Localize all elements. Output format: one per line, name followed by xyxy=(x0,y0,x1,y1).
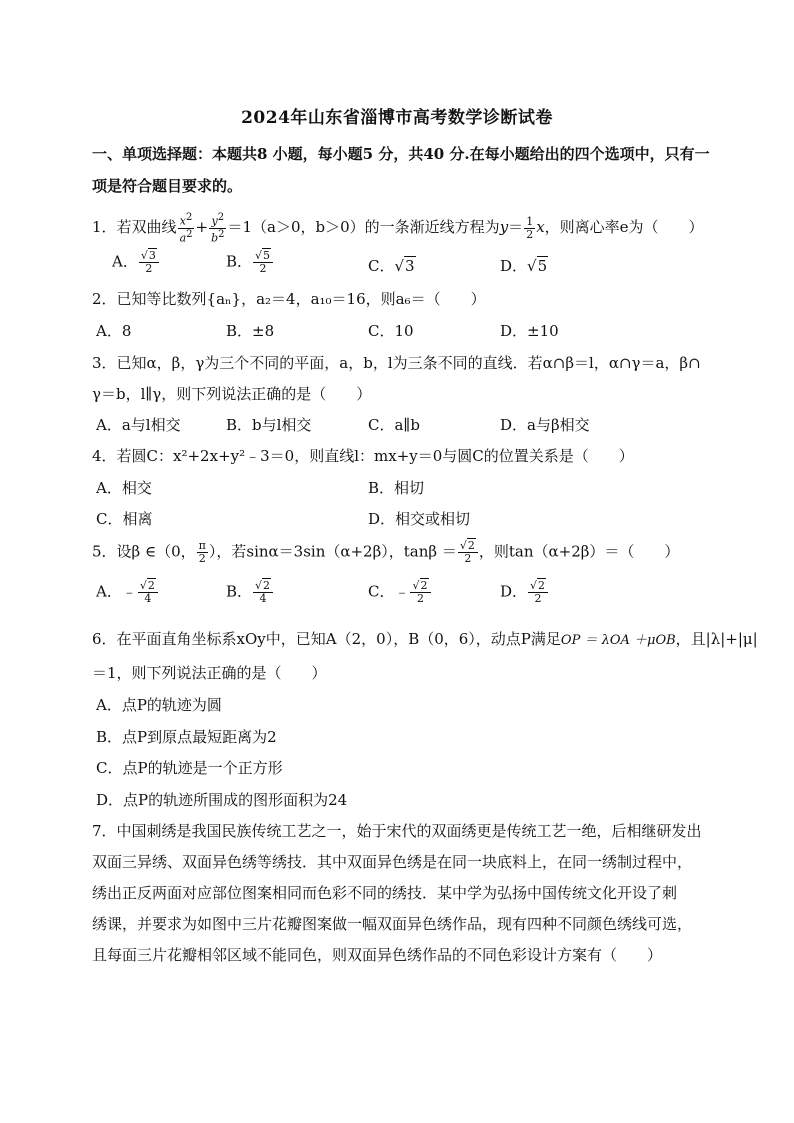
question-7-line-5: 且每面三片花瓣相邻区域不能同色，则双面异色绣作品的不同色彩设计方案有（ ） xyxy=(92,946,663,964)
q5-option-a[interactable]: A．﹣ $\frac{√2}{4}$ xyxy=(96,580,159,605)
question-3-line-1: 3．已知α，β，γ为三个不同的平面，a，b，l为三条不同的直线．若α∩β＝l，α∩γ＝a，β∩ xyxy=(92,354,701,372)
question-2: 2．已知等比数列{aₙ}，a₂＝4，a₁₀＝16，则a₆＝（ ） xyxy=(92,290,486,308)
q2-option-d[interactable]: D．±10 xyxy=(500,322,559,340)
q2-option-b[interactable]: B．±8 xyxy=(226,322,275,340)
q2-option-a[interactable]: A．8 xyxy=(96,322,132,340)
q3-option-a[interactable]: A．a与l相交 xyxy=(96,416,181,434)
q1-option-d[interactable]: D．√5 xyxy=(500,257,548,275)
q4-option-d[interactable]: D．相交或相切 xyxy=(368,510,471,528)
q2-option-c[interactable]: C．10 xyxy=(368,322,414,340)
question-6-line-2: ＝1，则下列说法正确的是（ ） xyxy=(92,664,327,682)
fraction-y2-b2: $\frac{y^2}{b^2}$ xyxy=(211,212,225,245)
q5-option-c[interactable]: C．﹣ $\frac{√2}{2}$ xyxy=(368,580,432,605)
q4-option-c[interactable]: C．相离 xyxy=(96,510,153,528)
question-7-line-1: 7．中国刺绣是我国民族传统工艺之一，始于宋代的双面绣更是传统工艺一绝，后相继研发出 xyxy=(92,822,702,840)
q3-option-b[interactable]: B．b与l相交 xyxy=(226,416,312,434)
fraction-x2-a2: $\frac{x^2}{a^2}$ xyxy=(179,212,193,245)
question-7-line-4: 绣课，并要求为如图中三片花瓣图案做一幅双面异色绣作品，现有四种不同颜色绣线可选， xyxy=(92,915,693,933)
exam-title: 2024年山东省淄博市高考数学诊断试卷 xyxy=(241,108,553,128)
question-1: 1．若双曲线 $\frac{x^2}{a^2}$ + $\frac{y^2}{b^2}$ ＝1（a＞0，b＞0）的一条渐近线方程为y＝ $\frac{1}{2}$ x，则离心率e为（ ） xyxy=(92,212,704,245)
q5-option-b[interactable]: B． $\frac{√2}{4}$ xyxy=(226,580,274,605)
question-7-line-2: 双面三异绣、双面异色绣等绣技．其中双面异色绣是在同一块底料上，在同一绣制过程中， xyxy=(92,853,693,871)
q3-option-c[interactable]: C．a∥b xyxy=(368,416,420,434)
q1-option-a[interactable]: A． $\frac{√3}{2}$ xyxy=(112,250,160,275)
q6-option-c[interactable]: C．点P的轨迹是一个正方形 xyxy=(96,759,283,777)
q1-option-b[interactable]: B． $\frac{√5}{2}$ xyxy=(226,250,274,275)
q5-option-d[interactable]: D． $\frac{√2}{2}$ xyxy=(500,580,549,605)
section-heading: 一、单项选择题：本题共8 小题，每小题5 分，共40 分.在每小题给出的四个选项中，只有一项是符合题目要求的。 xyxy=(92,145,710,195)
q4-option-a[interactable]: A．相交 xyxy=(96,479,152,497)
question-7-line-3: 绣出正反两面对应部位图案相同而色彩不同的绣技．某中学为弘扬中国传统文化开设了刺 xyxy=(92,884,678,902)
fraction-half: $\frac{1}{2}$ xyxy=(526,214,534,241)
q6-option-b[interactable]: B．点P到原点最短距离为2 xyxy=(96,728,277,746)
question-4: 4．若圆C：x²+2x+y²﹣3＝0，则直线l：mx+y＝0与圆C的位置关系是（ ） xyxy=(92,447,634,465)
q1-option-c[interactable]: C．√3 xyxy=(368,257,415,275)
question-5: 5．设β ∈（0， $\frac{\pi}{2}$ ），若sinα＝3sin（α+2β），tanβ ＝ $\frac{√2}{2}$ ，则tan（α+2β）＝（ ） xyxy=(92,539,680,565)
question-3-line-2: γ＝b，l∥γ，则下列说法正确的是（ ） xyxy=(92,385,372,403)
q6-option-a[interactable]: A．点P的轨迹为圆 xyxy=(96,696,222,714)
question-6-line-1: 6．在平面直角坐标系xOy中，已知A（2，0），B（0，6），动点P满足OP ＝ λOA ＋μOB，且|λ|+|μ| xyxy=(92,630,758,648)
q3-option-d[interactable]: D．a与β相交 xyxy=(500,416,590,434)
vector-equation: OP ＝ λOA ＋μOB xyxy=(560,633,676,648)
q6-option-d[interactable]: D．点P的轨迹所围成的图形面积为24 xyxy=(96,791,348,809)
q4-option-b[interactable]: B．相切 xyxy=(368,479,425,497)
